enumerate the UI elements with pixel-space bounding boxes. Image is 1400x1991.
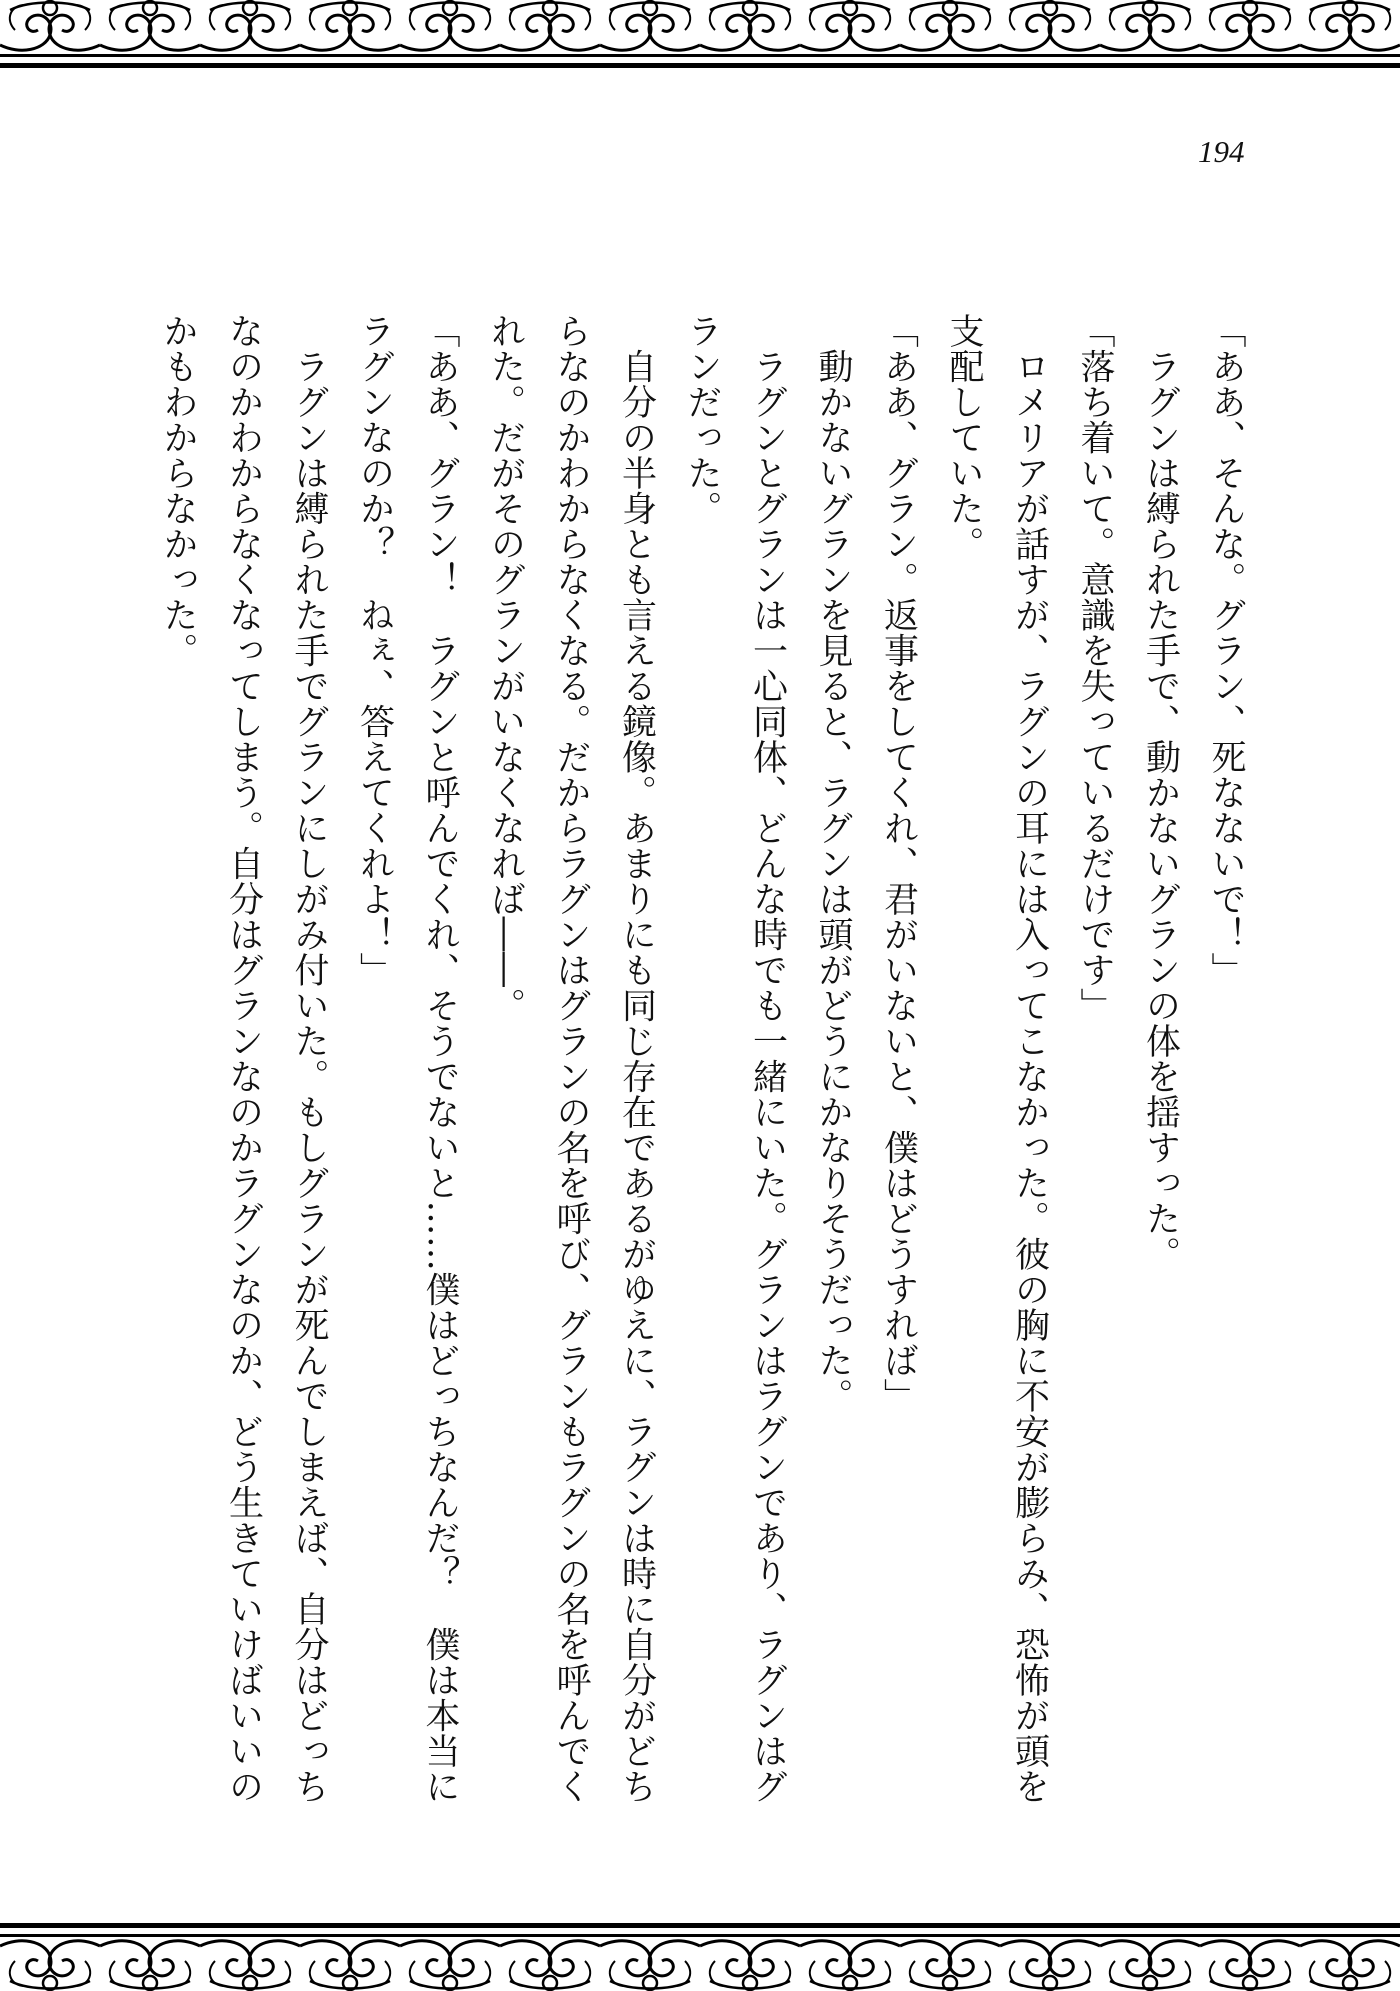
text-line: ランだった。 [682,313,722,526]
ornamental-border-top [0,0,1400,70]
text-line: 「ああ、そんな。グラン、死なないで！」 [1206,313,1246,988]
page-number: 194 [1198,134,1245,169]
text-line: 支配していた。 [944,313,984,562]
text-line: 自分の半身とも言える鏡像。あまりにも同じ存在であるがゆえに、ラグンは時に自分がどち [616,313,657,1804]
ornamental-border-bottom [0,1921,1400,1991]
text-line: 動かないグランを見ると、ラグンは頭がどうにかなりそうだった。 [813,313,853,1414]
text-line: らなのかわからなくなる。だからラグンはグランの名を呼び、グランもラグンの名を呼んでく [551,313,591,1804]
text-line: 「ああ、グラン！ ラグンと呼んでくれ、そうでないと……僕はどっちなんだ？ 僕は本当に [420,313,460,1804]
text-line: ロメリアが話すが、ラグンの耳には入ってこなかった。彼の胸に不安が膨らみ、恐怖が頭を [1009,313,1050,1804]
text-line: なのかわからなくなってしまう。自分はグランなのかラグンなのか、どう生きていけばいいの [223,313,264,1804]
body-text [145,313,1259,1804]
text-line: かもわからなかった。 [158,313,198,668]
text-line: ラグンとグランは一心同体、どんな時でも一緒にいた。グランはラグンであり、ラグンはグ [747,313,788,1804]
text-line: ラグンは縛られた手でグランにしがみ付いた。もしグランが死んでしまえば、自分はどっち [289,313,329,1804]
text-line: れた。だがそのグランがいなくなれば――。 [485,313,526,1023]
text-line: 「ああ、グラン。返事をしてくれ、君がいないと、僕はどうすれば」 [878,313,919,1414]
text-line: ラグンは縛られた手で、動かないグランの体を揺すった。 [1140,313,1181,1272]
text-line: 「落ち着いて。意識を失っているだけです」 [1075,313,1115,1023]
text-line: ラグンなのか？ ねぇ、答えてくれよ！」 [354,313,395,988]
